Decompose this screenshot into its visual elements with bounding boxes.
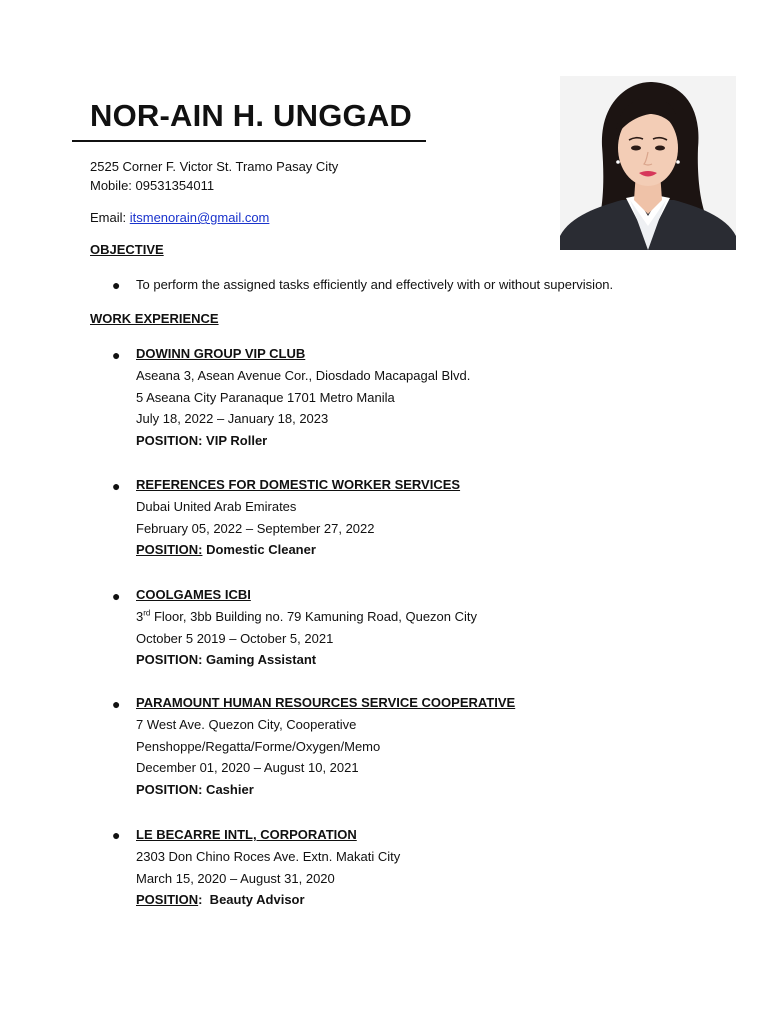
job-position-label: POSITION: <box>136 542 203 558</box>
name-underline-rule <box>72 140 426 142</box>
job-address: 5 Aseana City Paranaque 1701 Metro Manila <box>136 389 395 405</box>
job-position <box>136 889 400 911</box>
job-company: DOWINN GROUP VIP CLUB <box>136 346 306 361</box>
job-position-value: : Beauty Advisor <box>198 892 305 908</box>
job-entry <box>136 474 460 561</box>
job-address-number: 3 <box>136 608 144 624</box>
email-link[interactable]: itsmenorain@gmail.com <box>129 210 270 225</box>
job-address <box>136 606 477 628</box>
job-address-ordinal: rd <box>143 608 151 618</box>
job-entry <box>136 343 470 452</box>
bullet-icon: ● <box>112 277 121 293</box>
bullet-icon: ● <box>112 588 121 604</box>
job-company: PARAMOUNT HUMAN RESOURCES SERVICE COOPERATIVE <box>136 695 516 710</box>
work-experience-heading: WORK EXPERIENCE <box>90 311 219 326</box>
job-address: 7 West Ave. Quezon City, Cooperative <box>136 716 357 732</box>
job-dates: March 15, 2020 – August 31, 2020 <box>136 870 335 886</box>
job-entry <box>136 824 400 911</box>
mobile-line: Mobile: 09531354011 <box>90 178 215 193</box>
bullet-icon: ● <box>112 347 121 363</box>
objective-heading: OBJECTIVE <box>90 242 164 257</box>
address-line: 2525 Corner F. Victor St. Tramo Pasay City <box>90 159 339 174</box>
job-company: LE BECARRE INTL, CORPORATION <box>136 827 357 842</box>
job-position-label: POSITION <box>136 892 199 908</box>
email-label: Email: <box>90 210 127 225</box>
job-entry <box>136 692 515 801</box>
email-line <box>90 209 269 227</box>
job-dates: July 18, 2022 – January 18, 2023 <box>136 411 329 427</box>
applicant-name: NOR-AIN H. UNGGAD <box>90 98 412 133</box>
job-dates: February 05, 2022 – September 27, 2022 <box>136 520 375 536</box>
job-dates: December 01, 2020 – August 10, 2021 <box>136 760 359 776</box>
objective-text: To perform the assigned tasks efficiently and effectively with or without supervision. <box>136 277 614 292</box>
job-address-rest: Floor, 3bb Building no. 79 Kamuning Road, Quezon City <box>150 608 478 624</box>
job-position-value: Domestic Cleaner <box>206 542 316 558</box>
job-position: POSITION: Cashier <box>136 782 254 798</box>
job-address: Aseana 3, Asean Avenue Cor., Diosdado Macapagal Blvd. <box>136 367 471 383</box>
bullet-icon: ● <box>112 478 121 494</box>
job-position: POSITION: Gaming Assistant <box>136 652 317 668</box>
job-address: Dubai United Arab Emirates <box>136 498 297 514</box>
job-position <box>136 539 460 561</box>
bullet-icon: ● <box>112 827 121 843</box>
bullet-icon: ● <box>112 696 121 712</box>
job-entry <box>136 584 477 671</box>
job-company: REFERENCES FOR DOMESTIC WORKER SERVICES <box>136 477 461 492</box>
job-company: COOLGAMES ICBI <box>136 587 251 602</box>
job-address: Penshoppe/Regatta/Forme/Oxygen/Memo <box>136 738 381 754</box>
job-dates: October 5 2019 – October 5, 2021 <box>136 630 334 646</box>
profile-photo-portrait <box>560 76 736 250</box>
profile-photo <box>560 76 736 250</box>
job-address: 2303 Don Chino Roces Ave. Extn. Makati City <box>136 848 401 864</box>
job-position: POSITION: VIP Roller <box>136 433 268 449</box>
